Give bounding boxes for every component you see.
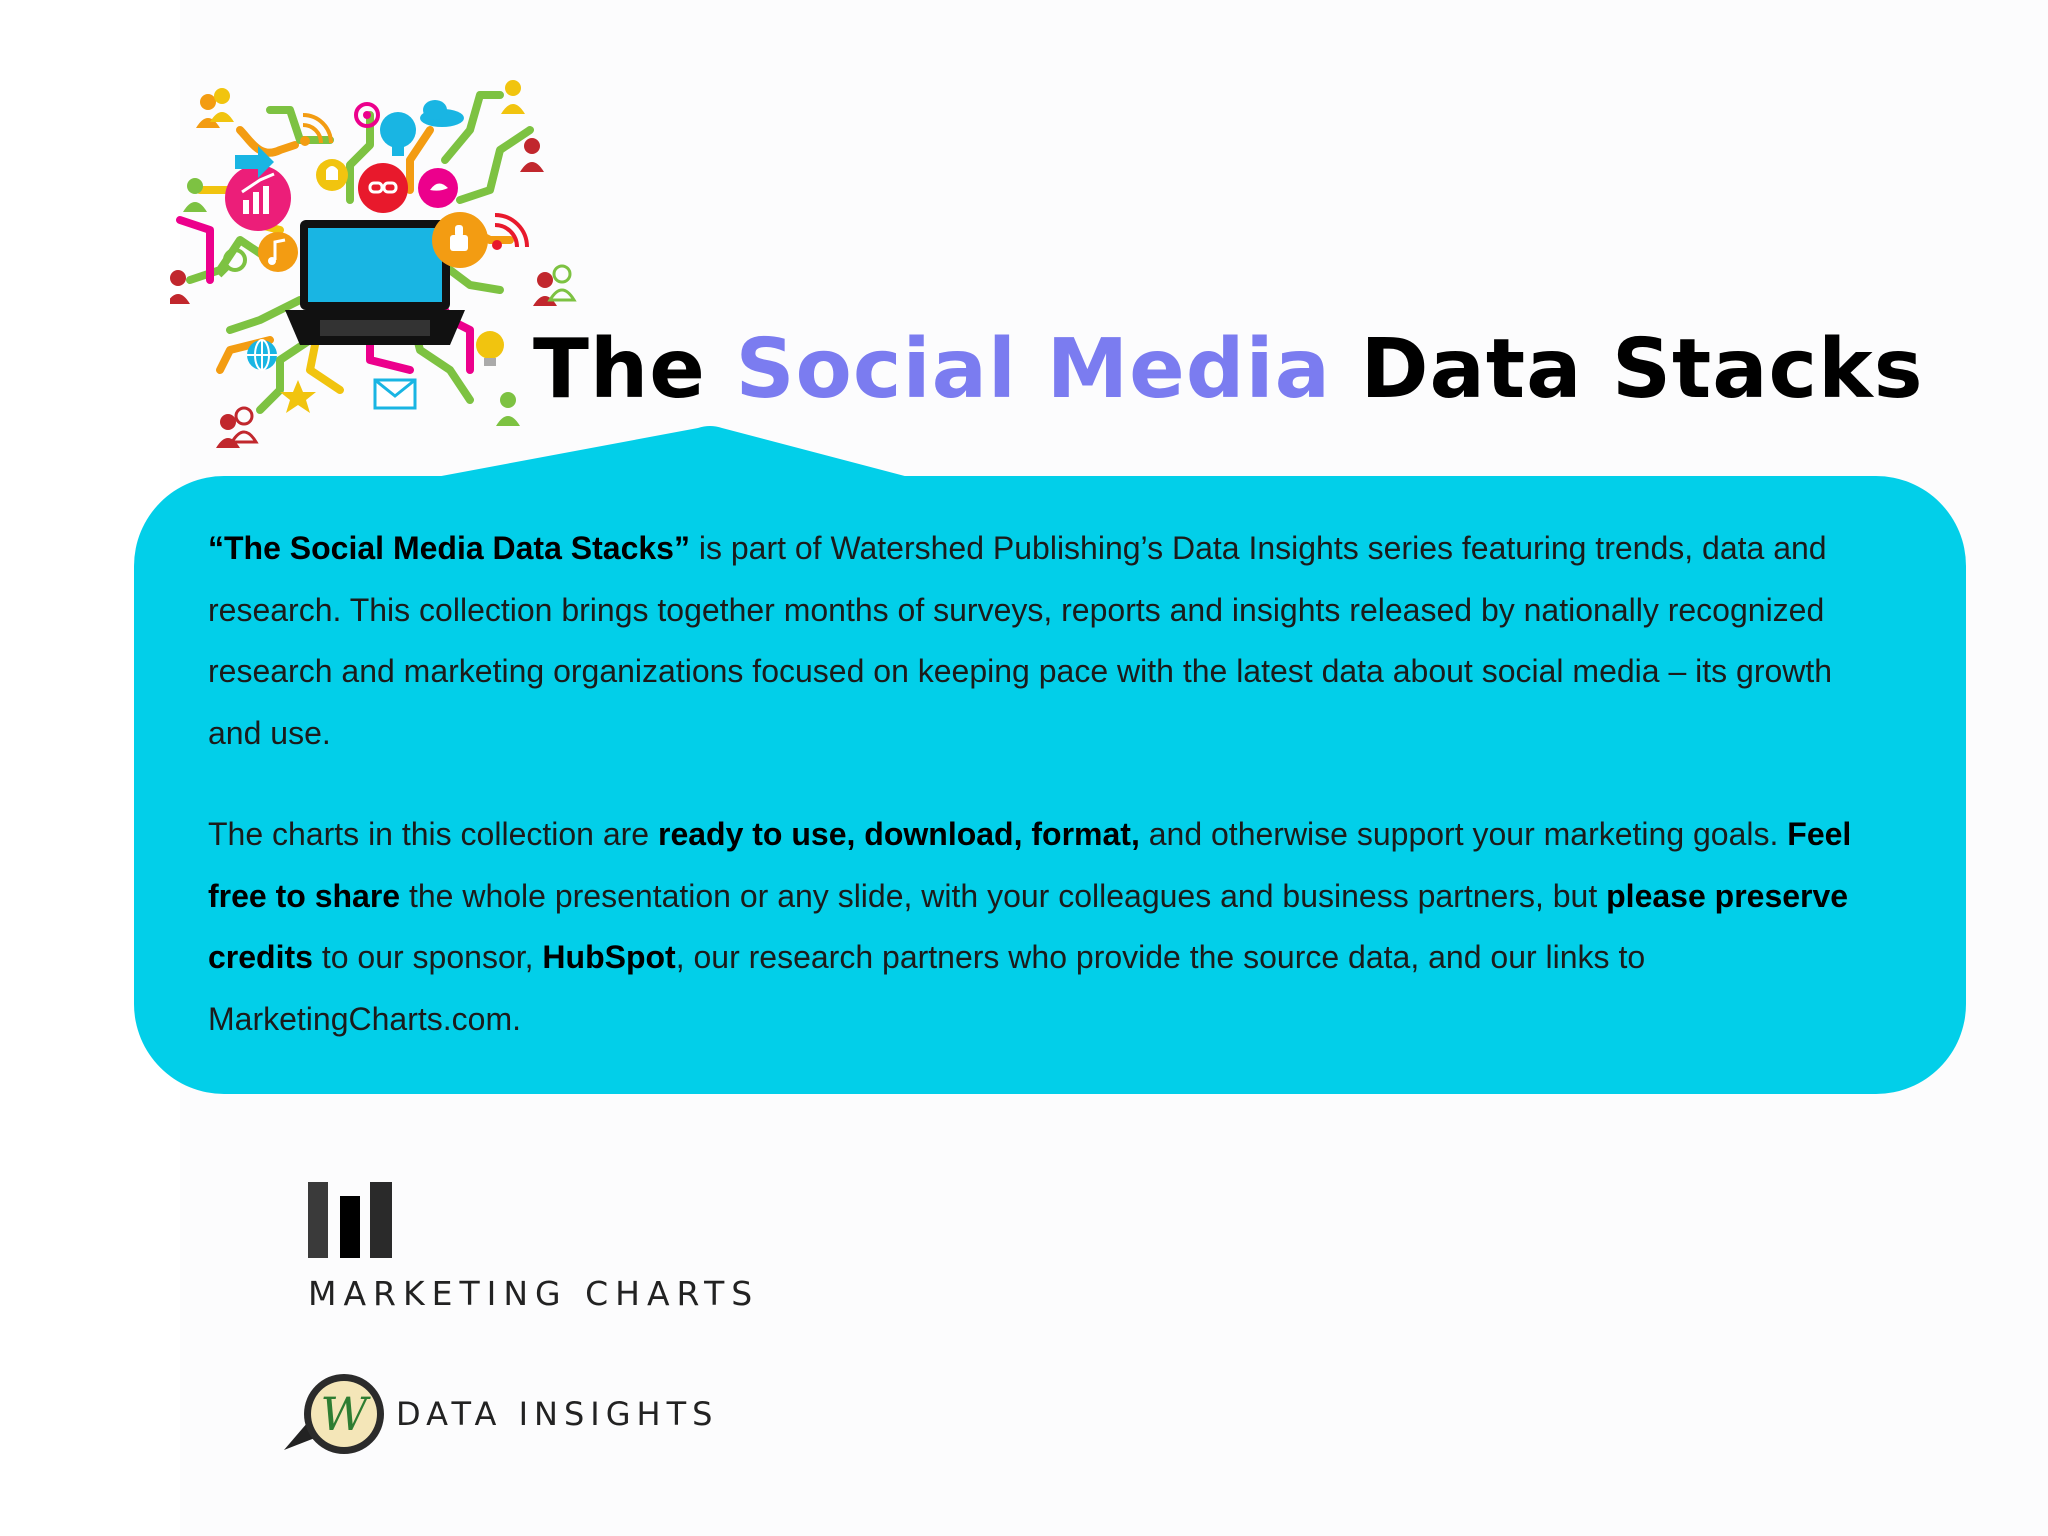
- social-network-illustration: [170, 70, 590, 460]
- watershed-mark: W: [320, 1387, 368, 1441]
- usage-text-1: The charts in this collection are: [208, 816, 658, 852]
- link-icon: [358, 163, 408, 213]
- cloud-icon: [420, 100, 464, 127]
- title-prefix: The: [533, 322, 736, 417]
- usage-text-2: and otherwise support your marketing goals.: [1139, 816, 1788, 852]
- bird-icon: [418, 168, 458, 208]
- data-insights-wordmark: DATA INSIGHTS: [396, 1395, 719, 1433]
- intro-body: is part of Watershed Publishing’s Data Insights series featuring trends, data and research. This collection brings together months of surveys, reports and insights released by nationally recognized research and marketing organizations focused on keeping pace with the latest data about social media – its growth and use.: [208, 530, 1833, 751]
- thumbs-up-icon: [432, 212, 488, 268]
- intro-quote-title: “The Social Media Data Stacks”: [208, 530, 690, 566]
- lightbulb-icon-blue: [380, 112, 416, 156]
- usage-text-5: , our research partners who provide the source data, and our links to MarketingCharts.com.: [208, 939, 1646, 1037]
- usage-bold-2: Feel free to share: [208, 816, 1852, 914]
- bubble-pointer: [420, 420, 920, 480]
- usage-bold-1: ready to use, download, format,: [657, 816, 1140, 852]
- bell-icon: [316, 159, 348, 191]
- music-note-icon: [258, 232, 298, 272]
- title-accent: Social Media: [735, 322, 1331, 417]
- marketing-charts-wordmark: MARKETING CHARTS: [308, 1274, 760, 1313]
- usage-text-3: the whole presentation or any slide, with your colleagues and business partners, but: [400, 877, 1607, 914]
- watershed-badge-icon: [282, 1370, 392, 1460]
- lightbulb-icon: [476, 331, 504, 366]
- title-suffix: Data Stacks: [1330, 322, 1924, 417]
- usage-text-4: to our sponsor,: [312, 939, 543, 975]
- description-bubble: [134, 476, 1966, 1094]
- globe-icon: [247, 340, 277, 370]
- usage-paragraph: [208, 804, 1892, 1050]
- page-title: [533, 322, 1924, 417]
- usage-bold-4: HubSpot: [542, 939, 676, 975]
- marketing-charts-logo-icon: [308, 1182, 392, 1258]
- usage-bold-3: please preserve credits: [208, 877, 1849, 975]
- mail-icon: [375, 380, 415, 408]
- star-icon: [280, 380, 316, 413]
- intro-paragraph: [208, 518, 1892, 764]
